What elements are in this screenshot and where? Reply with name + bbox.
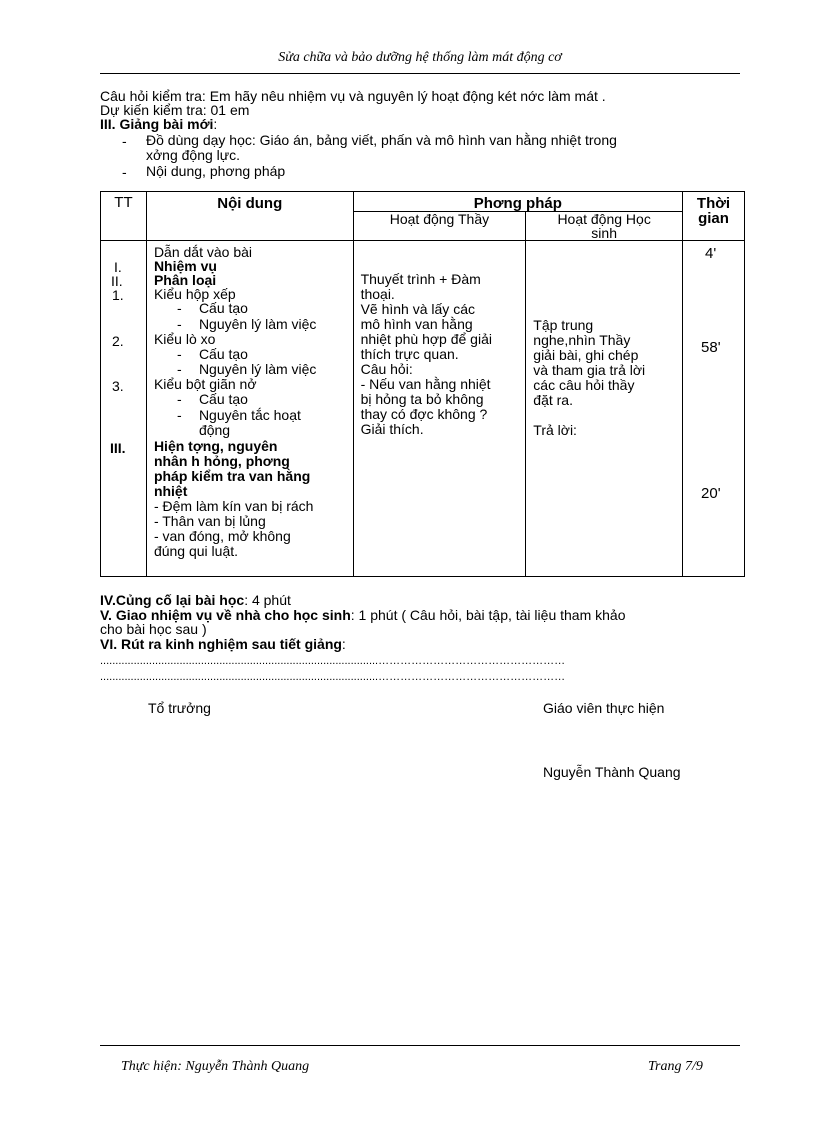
signature-right-title: Giáo viên thực hiện: [543, 700, 665, 716]
dotted-line-1: ...........................................................................................……………………………………………: [100, 655, 566, 667]
signature-name: Nguyễn Thành Quang: [543, 764, 681, 780]
content-nguyen-tac-line-2: động: [198, 422, 231, 438]
content-hien-tuong-line-1: Hiện tợng, nguyên: [153, 438, 278, 454]
section-3-colon: :: [213, 116, 218, 132]
content-nguyen-tac-line-1: Nguyên tắc hoạt: [198, 407, 301, 423]
teacher-line-6: thích trực quan.: [360, 346, 459, 362]
student-line-3: giải bài, ghi chép: [533, 347, 639, 363]
page-header-title: Sửa chữa và bảo dưỡng hệ thống làm mát động cơ: [278, 50, 562, 65]
bullet-1-line-2: xởng động lực.: [146, 147, 241, 163]
time-2: 58': [701, 339, 721, 356]
section-5-continued: cho bài học sau ): [100, 621, 207, 637]
header-hoat-dong-thay: Hoạt động Thầy: [353, 212, 526, 241]
dash: -: [176, 346, 182, 362]
content-nguyen-ly: Nguyên lý làm việc: [198, 361, 317, 377]
footer-page-number: Trang 7/9: [648, 1059, 703, 1074]
section-6: [100, 637, 346, 651]
teacher-line-9: bị hỏng ta bỏ không: [360, 391, 484, 407]
content-item-1: - Đệm làm kín van bị rách: [153, 498, 314, 514]
dash: -: [176, 316, 182, 332]
header-thoi-gian: [683, 192, 745, 241]
header-hoc-sinh-line-2: sinh: [591, 225, 617, 241]
check-question: Câu hỏi kiểm tra: Em hãy nêu nhiệm vụ và nguyên lý hoạt động két nớc làm mát .: [100, 88, 606, 104]
tt-2: II.: [111, 273, 123, 289]
teacher-activity-column: [353, 241, 526, 577]
tt-6: III.: [110, 440, 126, 456]
content-item-3-line-1: - van đóng, mở không: [153, 528, 291, 544]
content-cau-tao: Cấu tạo: [198, 391, 248, 407]
section-3-title: III. Giảng bài mới: [100, 116, 214, 132]
tt-5: 3.: [112, 378, 124, 394]
content-nhiem-vu: Nhiệm vụ: [153, 258, 217, 274]
student-line-7: Trả lời:: [533, 422, 577, 438]
dotted-line-2: ...........................................................................................……………………………………………: [100, 671, 566, 683]
content-nguyen-ly: Nguyên lý làm việc: [198, 316, 317, 332]
section-4: [100, 593, 291, 607]
content-column: [146, 241, 353, 577]
content-hien-tuong-line-4: nhiệt: [153, 483, 188, 499]
time-1: 4': [705, 245, 717, 262]
header-hoc-sinh-line-1: Hoạt động Học: [557, 211, 651, 227]
content-intro: Dẫn dắt vào bài: [153, 244, 253, 260]
student-line-1: Tập trung: [533, 317, 594, 333]
teacher-line-2: thoại.: [360, 286, 395, 302]
header-rule: [100, 73, 740, 74]
bullet-dash: -: [122, 164, 127, 180]
tt-1: I.: [114, 259, 122, 275]
content-phan-loai: Phân loại: [153, 272, 217, 288]
time-column: [683, 241, 745, 577]
teacher-line-11: Giải thích.: [360, 421, 424, 437]
lesson-plan-table: [100, 191, 745, 577]
content-kieu-lo-xo: Kiểu lò xo: [153, 331, 216, 347]
teacher-line-7: Câu hỏi:: [360, 361, 413, 377]
header-noi-dung: Nội dung: [146, 192, 353, 241]
student-line-4: và tham gia trả lời: [533, 362, 646, 378]
content-hien-tuong-line-3: pháp kiểm tra van hằng: [153, 468, 311, 484]
header-tt: TT: [101, 192, 147, 241]
bullet-2: Nội dung, phơng pháp: [146, 163, 286, 179]
content-kieu-hop-xep: Kiểu hộp xếp: [153, 286, 236, 302]
header-phuong-phap: Phơng pháp: [353, 192, 682, 212]
section-4-title: IV.Củng cố lại bài học: [100, 592, 245, 608]
teacher-line-5: nhiệt phù hợp để giải: [360, 331, 492, 347]
section-5-title: V. Giao nhiệm vụ về nhà cho học sinh: [100, 607, 351, 623]
content-item-2: - Thân van bị lủng: [153, 513, 266, 529]
student-activity-column: [526, 241, 683, 577]
content-hien-tuong-line-2: nhân h hỏng, phơng: [153, 453, 290, 469]
bullet-dash: -: [122, 133, 127, 149]
content-cau-tao: Cấu tạo: [198, 346, 248, 362]
student-line-6: đặt ra.: [533, 392, 573, 408]
time-3: 20': [701, 485, 721, 502]
footer-rule: [100, 1045, 740, 1046]
header-thoi-gian-line-2: gian: [698, 210, 729, 227]
tt-3: 1.: [112, 287, 124, 303]
content-item-3-line-2: đúng qui luật.: [153, 543, 239, 559]
content-cau-tao: Cấu tạo: [198, 300, 248, 316]
student-line-5: các câu hỏi thầy: [533, 377, 635, 393]
teacher-line-10: thay có đợc không ?: [360, 406, 488, 422]
section-5-text: : 1 phút ( Câu hỏi, bài tập, tài liệu tham khảo: [350, 607, 626, 623]
teacher-line-4: mô hình van hằng: [360, 316, 473, 332]
dash: -: [176, 361, 182, 377]
footer-author: Thực hiện: Nguyễn Thành Quang: [121, 1059, 310, 1074]
header-hoat-dong-hoc-sinh: [526, 212, 683, 241]
content-kieu-bot: Kiểu bột giãn nở: [153, 376, 257, 392]
signature-left-title: Tổ trưởng: [148, 700, 211, 716]
expected-check: Dự kiến kiểm tra: 01 em: [100, 102, 250, 118]
section-5: [100, 608, 626, 622]
student-line-2: nghe,nhìn Thầy: [533, 332, 631, 348]
dash: -: [176, 407, 182, 423]
teacher-line-1: Thuyết trình + Đàm: [360, 271, 481, 287]
bullet-1-line-1: Đồ dùng dạy học: Giáo án, bảng viết, phấn và mô hình van hằng nhiệt trong: [146, 132, 617, 148]
dash: -: [176, 391, 182, 407]
section-4-text: : 4 phút: [244, 592, 291, 608]
dash: -: [176, 300, 182, 316]
teacher-line-3: Vẽ hình và lấy các: [360, 301, 475, 317]
section-3-heading: [100, 117, 217, 131]
header-thoi-gian-line-1: Thời: [696, 195, 731, 212]
section-6-colon: :: [341, 636, 346, 652]
teacher-line-8: - Nếu van hằng nhiệt: [360, 376, 491, 392]
tt-4: 2.: [112, 333, 124, 349]
tt-column: [101, 241, 147, 577]
section-6-title: VI. Rút ra kinh nghiệm sau tiết giảng: [100, 636, 342, 652]
